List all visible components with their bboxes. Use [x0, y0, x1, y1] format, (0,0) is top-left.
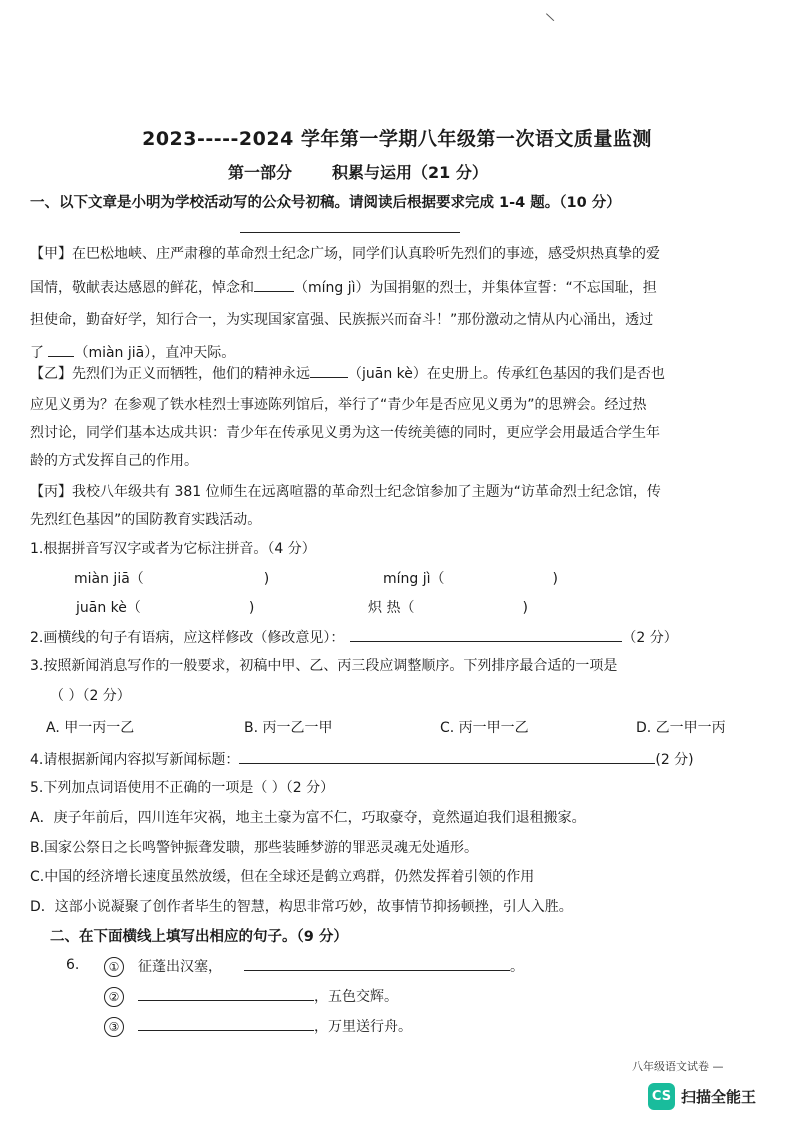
- para-b-line-1: 【乙】先烈们为正义而牺牲，他们的精神永远 （juān kè）在史册上。传承红色基因的我们是否也: [30, 363, 764, 384]
- para-a-line-2: 国情，敬献表达感恩的鲜花，悼念和 （míng jì）为国捐躯的烈士，并集体宣誓：“不忘国耻，担: [30, 277, 764, 298]
- para-a-line-4: 了 （miàn jiā），直冲天际。: [30, 342, 764, 363]
- page-footer: 八年级语文试卷 —: [632, 1060, 724, 1073]
- q5-option-b: B.国家公祭日之长鸣警钟振聋发聩，那些装睡梦游的罪恶灵魂无处遁形。: [30, 840, 479, 856]
- question-2: 2.画横线的句子有语病，应这样修改（修改意见）： （2 分）: [30, 627, 764, 648]
- question-3: 3.按照新闻消息写作的一般要求，初稿中甲、乙、丙三段应调整顺序。下列排序最合适的一项是: [30, 658, 618, 674]
- para-a-line-1: 【甲】在巴松地峡、庄严肃穆的革命烈士纪念广场，同学们认真聆听先烈们的事迹，感受炽热真挚的爱: [30, 246, 660, 262]
- q1-item-mian-jia: miàn jiā（ ): [74, 571, 270, 587]
- q3-answer-paren: （ ）（2 分）: [50, 688, 131, 704]
- question-5: 5.下列加点词语使用不正确的一项是（ ）（2 分）: [30, 780, 335, 796]
- para-b-line-2: 应见义勇为？在参观了铁水桂烈士事迹陈列馆后，举行了“青少年是否应见义勇为”的思辨会。经过热: [30, 397, 647, 413]
- q1-item-chi-re: 炽 热（ ): [368, 600, 528, 616]
- q3-option-d: D. 乙一甲一丙: [636, 720, 726, 736]
- question-4: 4.请根据新闻内容拟写新闻标题： (2 分): [30, 749, 764, 770]
- blank-mian-jia: [48, 342, 74, 357]
- blank-ming-ji: [254, 277, 294, 292]
- exam-title: 2023-----2024 学年第一学期八年级第一次语文质量监测: [142, 128, 652, 150]
- q5-option-c: C.中国的经济增长速度虽然放缓，但在全球还是鹤立鸡群，仍然发挥着引领的作用: [30, 869, 535, 885]
- q3-option-a: A. 甲一丙一乙: [46, 720, 135, 736]
- scan-mark: \: [544, 9, 556, 25]
- scanner-watermark: [648, 1083, 756, 1110]
- q1-item-juan-ke: juān kè（ ): [76, 600, 255, 616]
- question-1: 1.根据拼音写汉字或者为它标注拼音。（4 分）: [30, 541, 316, 557]
- para-b-line-3: 烈讨论，同学们基本达成共识：青少年在传承见义勇为这一传统美德的同时，更应学会用最适合学生年: [30, 425, 660, 441]
- para-b-line-4: 龄的方式发挥自己的作用。: [30, 453, 198, 469]
- para-c-line-2: 先烈红色基因”的国防教育实践活动。: [30, 512, 262, 528]
- q5-option-d: D．这部小说凝聚了创作者毕生的智慧，构思非常巧妙，故事情节抑扬顿挫，引人入胜。: [30, 899, 573, 915]
- watermark-label: 扫描全能王: [681, 1088, 757, 1106]
- section-1-heading: 一、以下文章是小明为学校活动写的公众号初稿。请阅读后根据要求完成 1-4 题。（10 分）: [30, 195, 621, 211]
- camscanner-icon: CS: [648, 1083, 675, 1110]
- para-c-line-1: 【丙】我校八年级共有 381 位师生在远离喧嚣的革命烈士纪念馆参加了主题为“访革命烈士纪念馆，传: [30, 484, 661, 500]
- blank-juan-ke: [310, 363, 348, 378]
- q6-blank-3: [138, 1016, 314, 1031]
- question-6-number: 6.: [66, 957, 80, 973]
- q6-item-3: ③ ，万里送行舟。: [104, 1016, 412, 1037]
- q3-option-c: C. 丙一甲一乙: [440, 720, 529, 736]
- q4-answer-blank: [239, 749, 655, 764]
- q1-item-ming-ji: míng jì（ ): [383, 571, 558, 587]
- part-name: 积累与运用（21 分）: [332, 163, 488, 182]
- q6-blank-1: [244, 956, 510, 971]
- q6-item-1: ① 征蓬出汉塞， 。: [104, 956, 524, 977]
- para-a-line-3: 担使命，勤奋好学，知行合一，为实现国家富强、民族振兴而奋斗！”那份激动之情从内心涌出，透过: [30, 312, 654, 328]
- q2-answer-blank: [350, 627, 622, 642]
- divider-line: [240, 232, 460, 233]
- q3-option-b: B. 丙一乙一甲: [244, 720, 333, 736]
- q6-blank-2: [138, 986, 314, 1001]
- part-heading: [228, 160, 488, 183]
- q5-option-a: A．庚子年前后，四川连年灾祸，地主土豪为富不仁，巧取豪夺，竟然逼迫我们退租搬家。: [30, 810, 586, 826]
- section-2-heading: 二、在下面横线上填写出相应的句子。（9 分）: [50, 929, 348, 945]
- q6-item-2: ② ，五色交辉。: [104, 986, 398, 1007]
- part-label: 第一部分: [228, 163, 293, 182]
